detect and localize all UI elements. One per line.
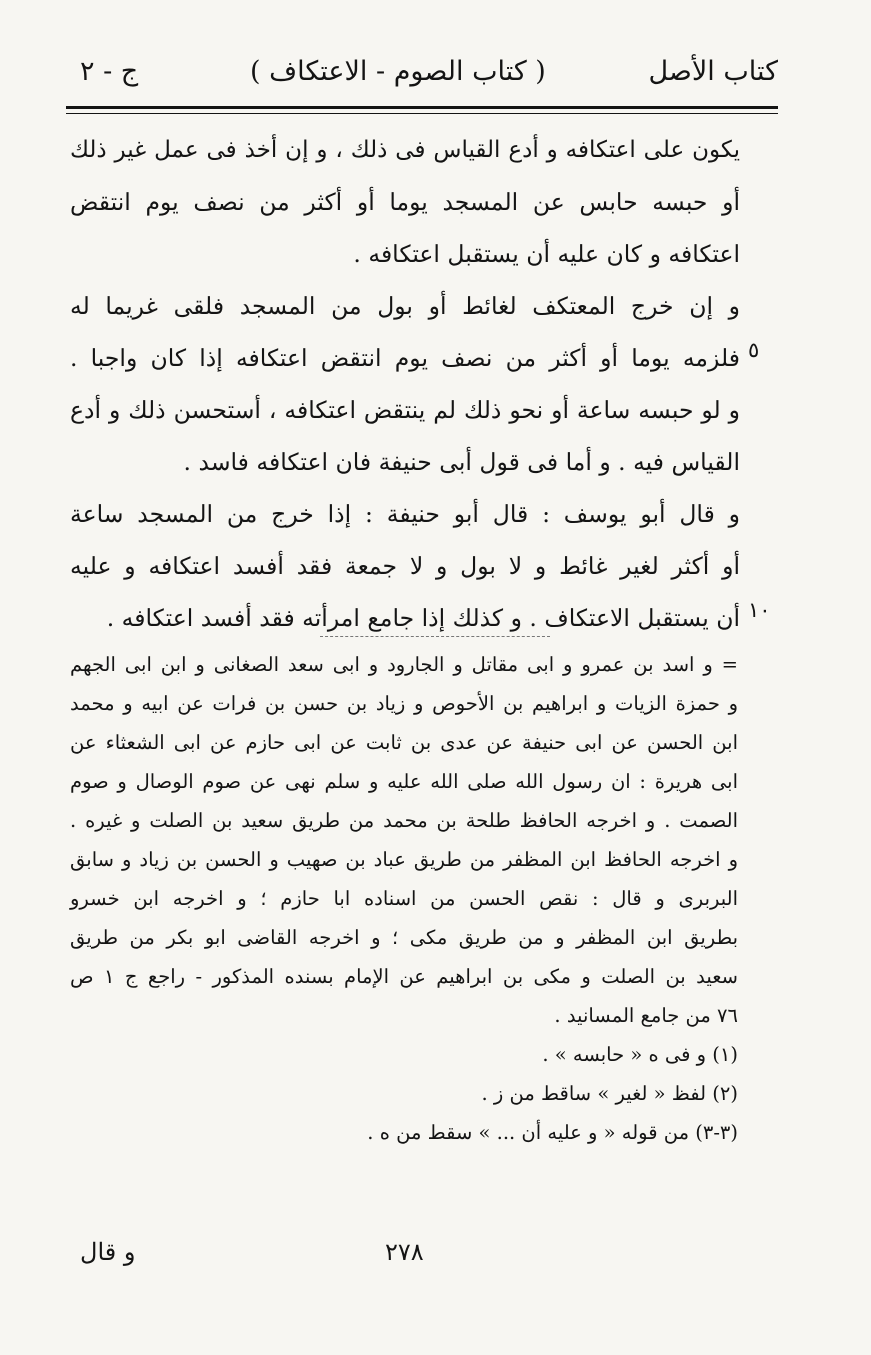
footnote-separator bbox=[320, 636, 550, 637]
footnote-line: ابن الحسن عن ابى حنيفة عن عدى بن ثابت عن ابى حازم عن ابى الشعثاء عن bbox=[70, 731, 738, 754]
text-line: و إن خرج المعتكف لغائط أو بول من المسجد فلقى غريما له bbox=[70, 292, 740, 320]
chapter-title: ( كتاب الصوم - الاعتكاف ) bbox=[250, 56, 546, 87]
footnote-line: و اخرجه الحافظ ابن المظفر من طريق عباد بن صهيب و الحسن بن زياد و سابق bbox=[70, 848, 738, 871]
footnote-line: ٧٦ من جامع المسانيد . bbox=[554, 1004, 738, 1027]
line-number: ٥ bbox=[748, 338, 760, 362]
footnote-line: (٣-٣) من قوله « و عليه أن ... » سقط من ه . bbox=[367, 1121, 738, 1144]
footnotes bbox=[70, 645, 738, 1152]
text-line: فلزمه يوما أو أكثر من نصف يوم انتقض اعتكافه إذا كان واجبا . bbox=[70, 344, 740, 372]
footnote-line: سعيد بن الصلت و مكى بن ابراهيم عن الإمام بسنده المذكور - راجع ج ١ ص bbox=[70, 965, 738, 988]
footnote-line: (١) و فى ه « حابسه » . bbox=[542, 1043, 738, 1066]
text-line: أو حبسه حابس عن المسجد يوما أو أكثر من نصف يوم انتقض bbox=[70, 188, 740, 216]
page-header bbox=[60, 52, 778, 100]
footnote-line: البربرى و قال : نقص الحسن من اسناده ابا حازم ؛ و اخرجه ابن خسرو bbox=[70, 887, 738, 910]
text-line: أو أكثر لغير غائط و لا بول و لا جمعة فقد أفسد اعتكافه و عليه bbox=[70, 552, 740, 580]
text-line: و لو حبسه ساعة أو نحو ذلك لم ينتقض اعتكافه ، أستحسن ذلك و أدع bbox=[70, 396, 740, 424]
line-number: ١٠ bbox=[748, 598, 771, 622]
header-rule bbox=[66, 106, 778, 109]
footnote-line: ابى هريرة : ان رسول الله صلى الله عليه و سلم نهى عن صوم الوصال و صوم bbox=[70, 770, 738, 793]
volume-label: ج - ٢ bbox=[80, 56, 139, 87]
text-line: يكون على اعتكافه و أدع القياس فى ذلك ، و إن أخذ فى عمل غير ذلك bbox=[70, 137, 740, 163]
book-title: كتاب الأصل bbox=[648, 56, 778, 87]
text-line: القياس فيه . و أما فى قول أبى حنيفة فان اعتكافه فاسد . bbox=[183, 448, 740, 476]
page-number: ٢٧٨ bbox=[385, 1238, 424, 1266]
catchword: و قال bbox=[80, 1238, 136, 1266]
header-rule-thin bbox=[66, 113, 778, 114]
footnote-line: و حمزة الزيات و ابراهيم بن الأحوص و زياد بن حسن بن فرات عن ابيه و محمد bbox=[70, 692, 738, 715]
text-line: اعتكافه و كان عليه أن يستقبل اعتكافه . bbox=[353, 240, 740, 268]
footnote-line: = و اسد بن عمرو و ابى مقاتل و الجارود و ابى سعد الصغانى و ابن ابى الجهم bbox=[70, 653, 739, 676]
footnote-line: بطريق ابن المظفر و من طريق مكى ؛ و اخرجه القاضى ابو بكر من طريق bbox=[70, 926, 738, 949]
main-text bbox=[70, 124, 740, 644]
footnote-line: الصمت . و اخرجه الحافظ طلحة بن محمد من طريق سعيد بن الصلت و غيره . bbox=[70, 809, 738, 832]
text-line: و قال أبو يوسف : قال أبو حنيفة : إذا خرج من المسجد ساعة bbox=[70, 500, 740, 528]
text-line: أن يستقبل الاعتكاف . و كذلك إذا جامع امرأته فقد أفسد اعتكافه . bbox=[106, 604, 740, 632]
footnote-line: (٢) لفظ « لغير » ساقط من ز . bbox=[481, 1082, 738, 1105]
